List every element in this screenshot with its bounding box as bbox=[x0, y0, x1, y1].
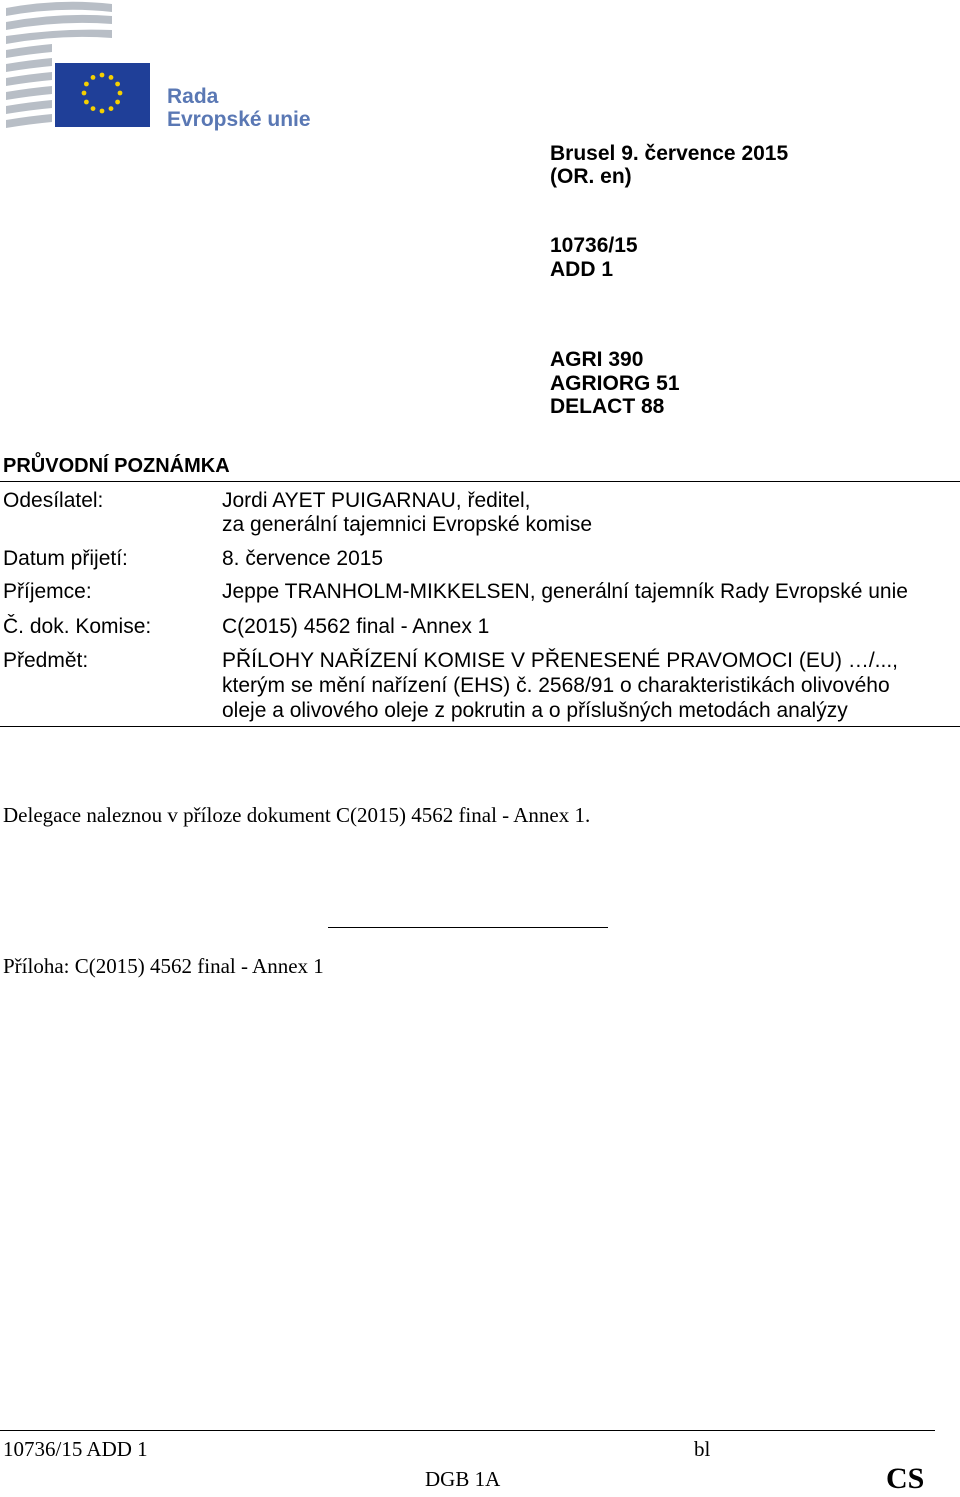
footer-rule bbox=[0, 1430, 935, 1431]
code-1: AGRI 390 bbox=[550, 348, 644, 371]
code-3: DELACT 88 bbox=[550, 395, 665, 418]
sender-line-1: Jordi AYET PUIGARNAU, ředitel, bbox=[222, 489, 531, 512]
recipient-value: Jeppe TRANHOLM-MIKKELSEN, generální tajemník Rady Evropské unie bbox=[222, 580, 908, 603]
separator-line bbox=[328, 927, 608, 928]
date-received-label: Datum přijetí: bbox=[3, 547, 128, 570]
footer-dept: DGB 1A bbox=[425, 1467, 501, 1491]
doc-number: 10736/15 bbox=[550, 234, 638, 257]
logo-line-1: Rada bbox=[167, 85, 219, 108]
table-top-rule bbox=[0, 481, 960, 482]
note-title: PRŮVODNÍ POZNÁMKA bbox=[3, 455, 230, 477]
logo-line-2: Evropské unie bbox=[167, 108, 311, 131]
subject-label: Předmět: bbox=[3, 649, 89, 672]
eu-flag bbox=[55, 63, 150, 127]
sender-label: Odesílatel: bbox=[3, 489, 104, 512]
code-2: AGRIORG 51 bbox=[550, 372, 680, 395]
original-language: (OR. en) bbox=[550, 165, 632, 188]
council-logo bbox=[0, 0, 330, 135]
footer-ref: 10736/15 ADD 1 bbox=[3, 1437, 148, 1461]
subject-line-2: kterým se mění nařízení (EHS) č. 2568/91 o charakteristikách olivového bbox=[222, 674, 890, 697]
commission-doc-value: C(2015) 4562 final - Annex 1 bbox=[222, 615, 490, 638]
attachment-line: Příloha: C(2015) 4562 final - Annex 1 bbox=[3, 954, 324, 978]
subject-line-1: PŘÍLOHY NAŘÍZENÍ KOMISE V PŘENESENÉ PRAVOMOCI (EU) …/..., bbox=[222, 649, 899, 672]
table-bottom-rule bbox=[0, 726, 960, 727]
subject-line-3: oleje a olivového oleje z pokrutin a o příslušných metodách analýzy bbox=[222, 699, 848, 722]
commission-doc-label: Č. dok. Komise: bbox=[3, 615, 152, 638]
place-date: Brusel 9. července 2015 bbox=[550, 142, 789, 165]
council-building-icon bbox=[0, 0, 160, 135]
date-received-value: 8. července 2015 bbox=[222, 547, 384, 570]
footer-initials: bl bbox=[694, 1437, 711, 1461]
sender-line-2: za generální tajemnici Evropské komise bbox=[222, 513, 593, 536]
footer-language: CS bbox=[886, 1462, 925, 1495]
body-paragraph: Delegace naleznou v příloze dokument C(2015) 4562 final - Annex 1. bbox=[3, 803, 591, 827]
recipient-label: Příjemce: bbox=[3, 580, 92, 603]
addendum: ADD 1 bbox=[550, 258, 614, 281]
